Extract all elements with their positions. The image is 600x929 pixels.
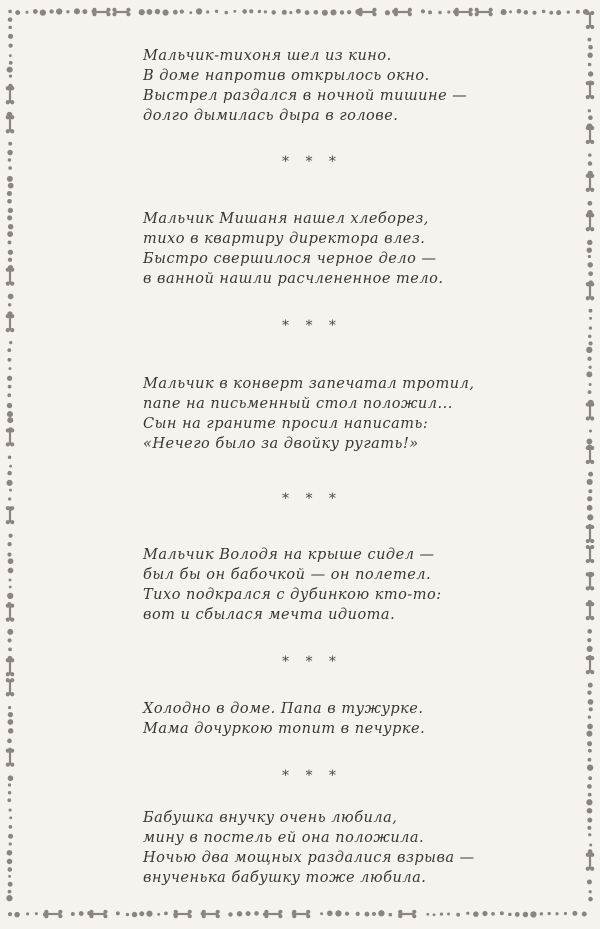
poem-line: Мальчик в конверт запечатал тротил,: [143, 376, 475, 392]
poem-line: Мама дочуркою топит в печурке.: [143, 721, 426, 737]
section-separator: * * *: [282, 654, 342, 670]
poem-line: «Нечего было за двойку ругать!»: [143, 436, 419, 452]
poem-line: долго дымилась дыра в голове.: [143, 108, 399, 124]
poem-line: Ночью два мощных раздалися взрыва —: [143, 850, 475, 866]
poem-line: Мальчик-тихоня шел из кино.: [143, 48, 392, 64]
section-separator: * * *: [282, 154, 342, 170]
poem-line: тихо в квартиру директора влез.: [143, 231, 426, 247]
poem-line: Быстро свершилося черное дело —: [143, 251, 437, 267]
poem-line: Сын на граните просил написать:: [143, 416, 429, 432]
poem-line: в ванной нашли расчлененное тело.: [143, 271, 444, 287]
poem-line: был бы он бабочкой — он полетел.: [143, 567, 432, 583]
poem-line: мину в постель ей она положила.: [143, 830, 425, 846]
section-separator: * * *: [282, 491, 342, 507]
poem-2: [143, 209, 443, 289]
poem-line: Тихо подкрался с дубинкою кто-то:: [143, 587, 442, 603]
poem-line: В доме напротив открылось окно.: [143, 68, 430, 84]
section-separator: * * *: [282, 768, 342, 784]
poem-line: Бабушка внучку очень любила,: [143, 810, 398, 826]
poem-line: Холодно в доме. Папа в тужурке.: [143, 701, 424, 717]
poem-4: [143, 545, 442, 625]
poem-6: [143, 808, 475, 888]
poem-line: Выстрел раздался в ночной тишине —: [143, 88, 468, 104]
poem-5: [143, 699, 425, 739]
poem-line: внученька бабушку тоже любила.: [143, 870, 427, 886]
section-separator: * * *: [282, 318, 342, 334]
poem-line: Мальчик Мишаня нашел хлеборез,: [143, 211, 429, 227]
poem-3: [143, 374, 474, 454]
poem-line: папе на письменный стол положил...: [143, 396, 453, 412]
poem-line: вот и сбылася мечта идиота.: [143, 607, 396, 623]
poem-1: [143, 46, 467, 126]
poem-line: Мальчик Володя на крыше сидел —: [143, 547, 435, 563]
